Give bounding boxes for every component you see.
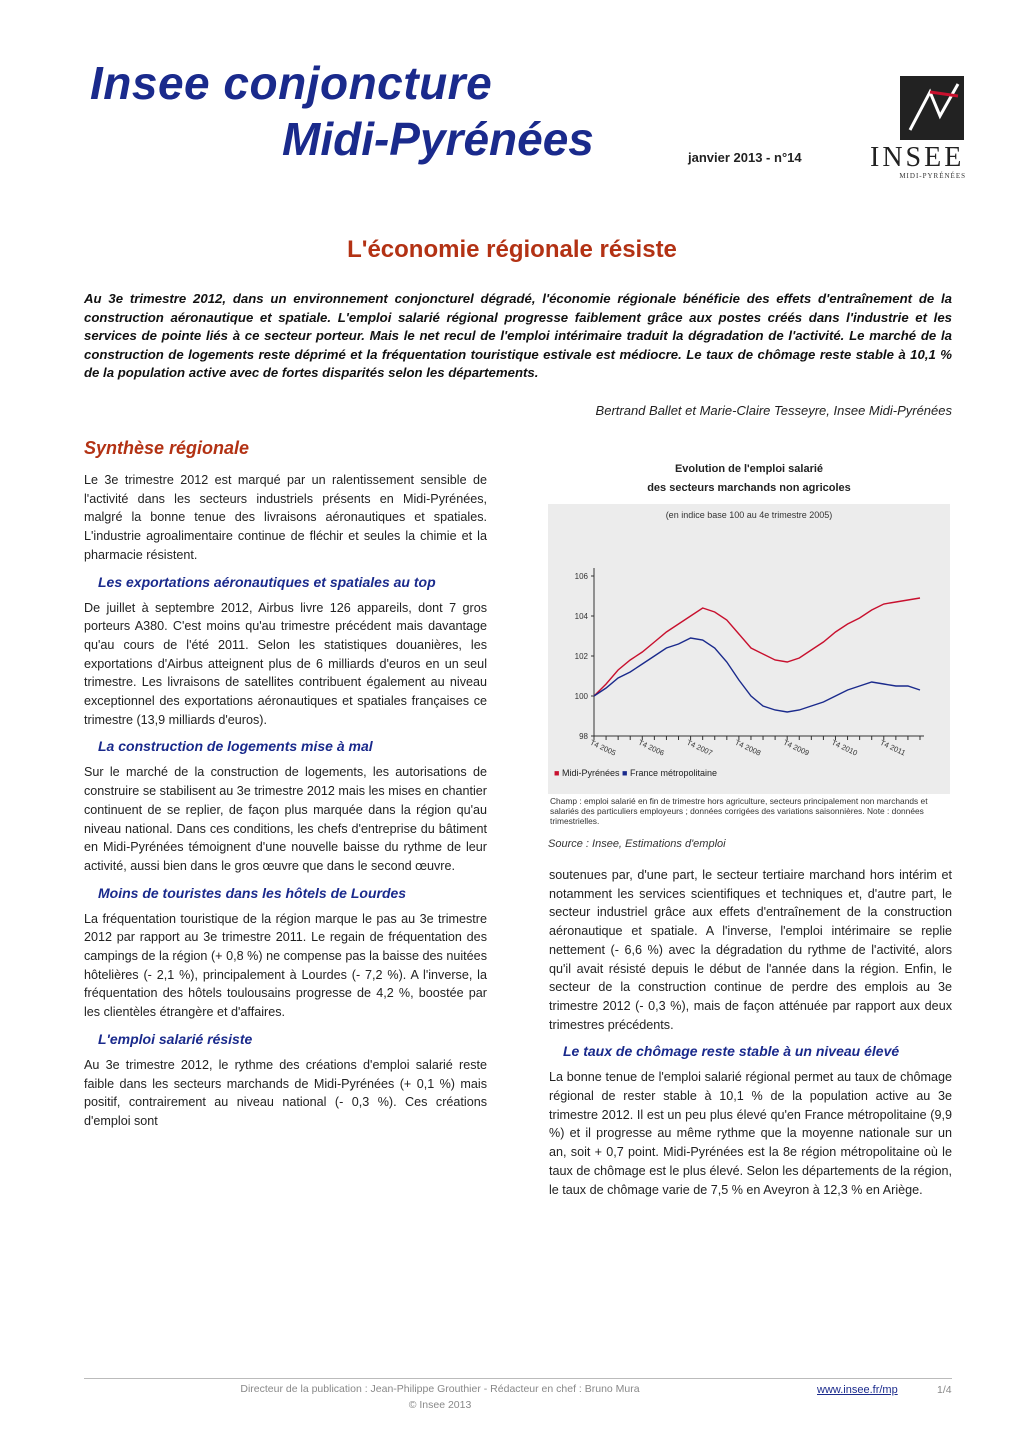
section-title: Synthèse régionale bbox=[84, 438, 250, 458]
subheading: La construction de logements mise à mal bbox=[98, 738, 373, 755]
x-tick-label: T4 2005 bbox=[588, 737, 618, 758]
paragraph: Au 3e trimestre 2012, le rythme des créations d'emploi salarié reste faible dans les secteurs marchands de Midi-Pyrénées (+ 0,1 %) mais positif, contrairement au niveau national (- 0,3 %). Ces créations d'emploi sont bbox=[84, 1057, 487, 1128]
x-tick-label: T4 2009 bbox=[781, 737, 811, 758]
y-tick-label: 106 bbox=[574, 572, 588, 581]
paragraph: Le 3e trimestre 2012 est marqué par un ralentissement sensible de l'activité dans les secteurs industriels présents en Midi-Pyrénées, malgré la bonne tenue des livraisons aéronautiques et spatiales. L'industrie agroalimentaire continue de fléchir et seules la chimie et la pharmacie résistent. bbox=[84, 473, 487, 562]
paragraph: La bonne tenue de l'emploi salarié régional permet au taux de chômage régional de rester stable à 10,1 % de la population active au 3e trimestre 2012. Il est un peu plus élevé qu'en France métropolitaine (9,9 %) et il progresse au même rythme que la moyenne nationale sur un an, soit + 0,7 point. Midi-Pyrénées est la 8e région métropolitaine où le taux de chômage est le plus élevé. Selon les départements de la région, le taux de chômage varie de 7,5 % en Aveyron à 12,3 % en Ariège. bbox=[549, 1070, 952, 1197]
footer-copyright: © Insee 2013 bbox=[408, 1399, 472, 1411]
masthead-region: Midi-Pyrénées bbox=[282, 113, 594, 165]
intro-paragraph: Au 3e trimestre 2012, dans un environnement conjoncturel dégradé, l'économie régionale bénéficie des effets d'entraînement de la construction aéronautique et spatiale. L'emploi salarié régional progresse faiblement grâce aux postes créés dans l'industrie et les services de pointe liés à ce secteur porteur. Mais le net recul de l'emploi intérimaire traduit la dégradation de l'activité. Le marché de la construction de logements reste déprimé et la fréquentation touristique estivale est médiocre. Le taux de chômage reste stable à 10,1 % de la population active avec de fortes disparités selon les départements. bbox=[84, 291, 952, 380]
subheading: Les exportations aéronautiques et spatiales au top bbox=[98, 573, 436, 590]
series-line bbox=[594, 598, 920, 696]
series-line bbox=[594, 638, 920, 712]
chart-svg bbox=[548, 504, 950, 766]
insee-logo bbox=[870, 76, 966, 180]
headline: L'économie régionale résiste bbox=[347, 236, 677, 263]
chart-note: (en indice base 100 au 4e trimestre 2005) bbox=[665, 510, 833, 520]
issue-number: janvier 2013 - n°14 bbox=[688, 150, 802, 165]
y-tick-label: 104 bbox=[574, 612, 588, 621]
chart-title-line1: Evolution de l'emploi salarié bbox=[674, 463, 824, 475]
chart-legend bbox=[554, 768, 717, 778]
x-tick-label: T4 2011 bbox=[878, 737, 907, 758]
page-number: 1/4 bbox=[937, 1384, 952, 1396]
right-column bbox=[549, 866, 952, 1207]
paragraph: soutenues par, d'une part, le secteur tertiaire marchand hors intérim et notamment les services scientifiques et techniques et, d'autre part, le secteur industriel grâce aux effets d'entraînement de la construction aéronautique et spatiale. A l'inverse, l'emploi intérimaire se replie nettement (- 6,6 %) avec la dégradation du rythme de l'activité, alors qu'il avait résisté depuis le début de l'année dans la région. Enfin, le secteur de la construction continue de perdre des emplois au 3e trimestre 2012 (- 0,3 %), mais de façon atténuée par rapport aux deux trimestres précédents. bbox=[549, 868, 952, 1032]
y-tick-label: 100 bbox=[574, 692, 588, 701]
x-tick-label: T4 2007 bbox=[685, 737, 715, 758]
subheading: Moins de touristes dans les hôtels de Lourdes bbox=[98, 884, 407, 901]
paragraph: De juillet à septembre 2012, Airbus livre 126 appareils, dont 7 gros porteurs A380. C'est moins qu'au trimestre précédent mais davantage qu'au cours de l'été 2011. Selon les statistiques douanières, les exportations d'Airbus atteignent plus de 6 milliards d'euros en un seul trimestre. Les livraisons de satellites contribuent également au niveau exceptionnel des exportations aéronautiques et spatiales françaises ce trimestre (13,9 milliards d'euros). bbox=[84, 600, 487, 727]
chart-area bbox=[548, 504, 950, 794]
footer-credits: Directeur de la publication : Jean-Philippe Grouthier - Rédacteur en chef : Bruno Mura bbox=[240, 1383, 640, 1395]
x-tick-label: T4 2010 bbox=[830, 737, 859, 758]
y-tick-label: 98 bbox=[579, 732, 588, 741]
employment-chart bbox=[548, 460, 950, 850]
masthead-title: Insee conjoncture bbox=[90, 57, 493, 109]
subheading: L'emploi salarié résiste bbox=[98, 1030, 253, 1047]
logo-wordmark: INSEE bbox=[870, 142, 965, 173]
subheading: Le taux de chômage reste stable à un niveau élevé bbox=[563, 1043, 900, 1060]
chart-champ-note: Champ : emploi salarié en fin de trimestre hors agriculture, secteurs principalement non marchands et salariés des particuliers employeurs ; données corrigées des variations saisonnières. Note : données trimestrielles. bbox=[550, 796, 928, 826]
chart-title-line2: des secteurs marchands non agricoles bbox=[647, 482, 851, 494]
authors: Bertrand Ballet et Marie-Claire Tesseyre, Insee Midi-Pyrénées bbox=[595, 403, 952, 418]
footer-divider bbox=[84, 1378, 952, 1379]
legend-swatch-fr: ■ bbox=[622, 768, 628, 778]
x-tick-label: T4 2008 bbox=[733, 737, 763, 758]
left-column bbox=[84, 438, 487, 1139]
legend-mp: Midi-Pyrénées bbox=[561, 768, 620, 778]
y-tick-label: 102 bbox=[574, 652, 588, 661]
x-tick-label: T4 2006 bbox=[636, 737, 666, 758]
logo-subtitle: MIDI-PYRÉNÉES bbox=[899, 172, 966, 180]
legend-fr: France métropolitaine bbox=[629, 768, 717, 778]
legend-swatch-mp: ■ bbox=[554, 768, 560, 778]
footer-website-link[interactable]: www.insee.fr/mp bbox=[817, 1384, 898, 1396]
paragraph: La fréquentation touristique de la région marque le pas au 3e trimestre 2012 par rapport au 3e trimestre 2011. Le regain de fréquentation des campings de la région (+ 0,8 %) ne compense pas la baisse des nuitées hôtelières (- 2,1 %), principalement à Lourdes (- 7,2 %). A l'inverse, la fréquentation des hôtels toulousains progresse de 4,2 %, boostée par les clientèles étrangère et d'affaires. bbox=[84, 911, 487, 1020]
chart-source: Source : Insee, Estimations d'emploi bbox=[548, 838, 726, 850]
logo-mark-icon bbox=[900, 76, 964, 140]
paragraph: Sur le marché de la construction de logements, les autorisations de construire se stabilisent au 3e trimestre 2012 mais les mises en chantier continuent de se replier, de façon plus marquée dans la région qu'au niveau national. Dans ces conditions, les chefs d'entreprise du bâtiment en Midi-Pyrénées témoignent d'une nouvelle baisse du rythme de leur activité, aussi bien dans le gros œuvre que dans le second œuvre. bbox=[84, 765, 487, 873]
